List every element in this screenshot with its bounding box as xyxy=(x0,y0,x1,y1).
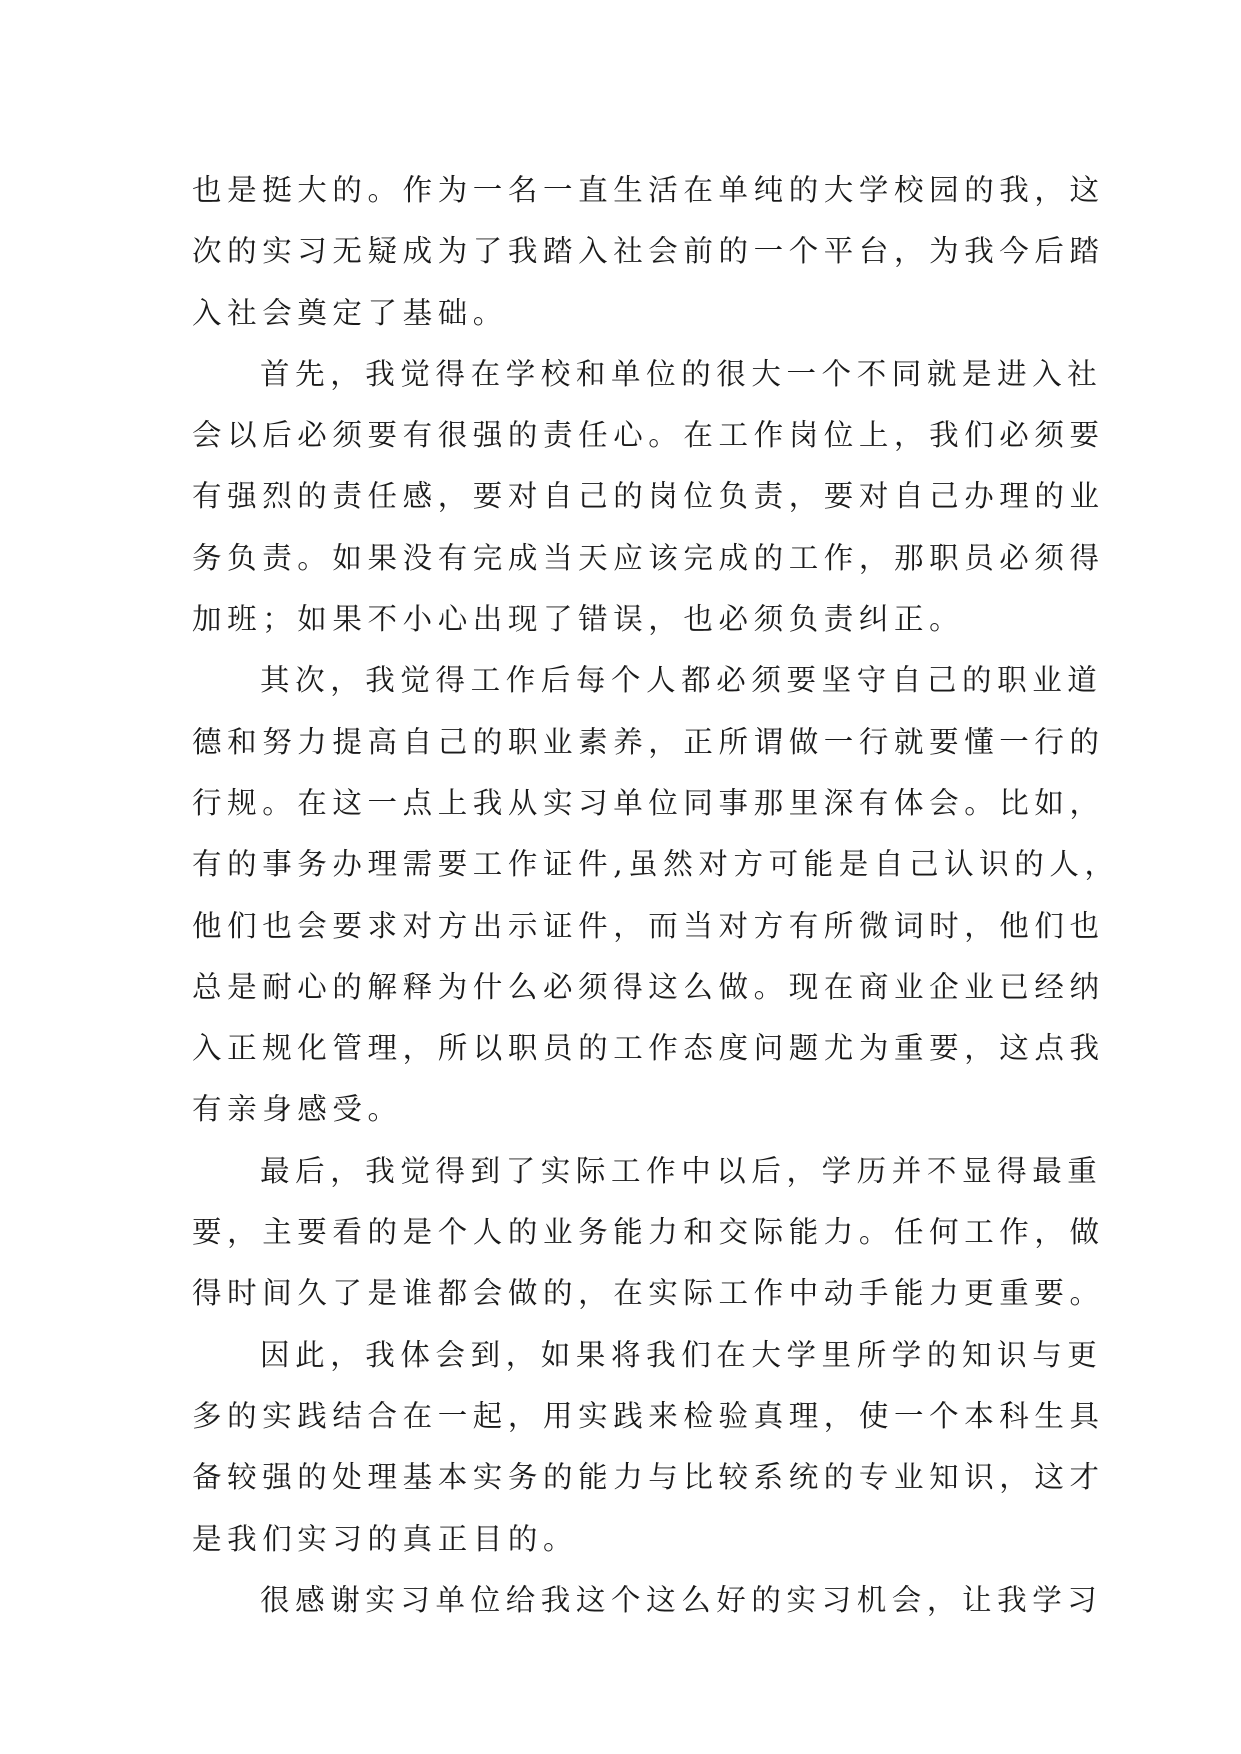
text-line: 要，主要看的是个人的业务能力和交际能力。任何工作，做 xyxy=(192,1215,1105,1250)
text-line: 备较强的处理基本实务的能力与比较系统的专业知识，这才 xyxy=(192,1460,1105,1495)
text-line: 次的实习无疑成为了我踏入社会前的一个平台，为我今后踏 xyxy=(192,234,1105,269)
text-line: 他们也会要求对方出示证件，而当对方有所微词时，他们也 xyxy=(192,908,1105,943)
paragraph-first-line: 最后，我觉得到了实际工作中以后，学历并不显得最重 xyxy=(260,1153,1103,1188)
text-line: 会以后必须要有很强的责任心。在工作岗位上，我们必须要 xyxy=(192,418,1105,453)
text-line: 务负责。如果没有完成当天应该完成的工作，那职员必须得 xyxy=(192,540,1105,575)
text-line: 德和努力提高自己的职业素养，正所谓做一行就要懂一行的 xyxy=(192,724,1105,759)
text-line: 入社会奠定了基础。 xyxy=(192,295,508,330)
text-line: 多的实践结合在一起，用实践来检验真理，使一个本科生具 xyxy=(192,1398,1105,1433)
paragraph-first-line: 因此，我体会到，如果将我们在大学里所学的知识与更 xyxy=(260,1337,1103,1372)
paragraph-first-line: 首先，我觉得在学校和单位的很大一个不同就是进入社 xyxy=(260,356,1103,391)
text-line: 有强烈的责任感，要对自己的岗位负责，要对自己办理的业 xyxy=(192,479,1105,514)
text-line: 也是挺大的。作为一名一直生活在单纯的大学校园的我，这 xyxy=(192,173,1105,207)
text-line: 加班；如果不小心出现了错误，也必须负责纠正。 xyxy=(192,602,965,637)
text-line: 入正规化管理，所以职员的工作态度问题尤为重要，这点我 xyxy=(192,1031,1105,1066)
text-line: 有的事务办理需要工作证件,虽然对方可能是自己认识的人， xyxy=(192,847,1120,882)
text-line: 得时间久了是谁都会做的，在实际工作中动手能力更重要。 xyxy=(192,1276,1105,1311)
text-line: 总是耐心的解释为什么必须得这么做。现在商业企业已经纳 xyxy=(192,969,1105,1004)
text-line: 行规。在这一点上我从实习单位同事那里深有体会。比如， xyxy=(192,785,1105,820)
text-line: 有亲身感受。 xyxy=(192,1092,403,1127)
paragraph-first-line: 其次，我觉得工作后每个人都必须要坚守自己的职业道 xyxy=(260,663,1103,698)
paragraph-first-line: 很感谢实习单位给我这个这么好的实习机会，让我学习 xyxy=(260,1582,1103,1617)
text-line: 是我们实习的真正目的。 xyxy=(192,1521,579,1556)
document-body xyxy=(192,160,1120,1631)
